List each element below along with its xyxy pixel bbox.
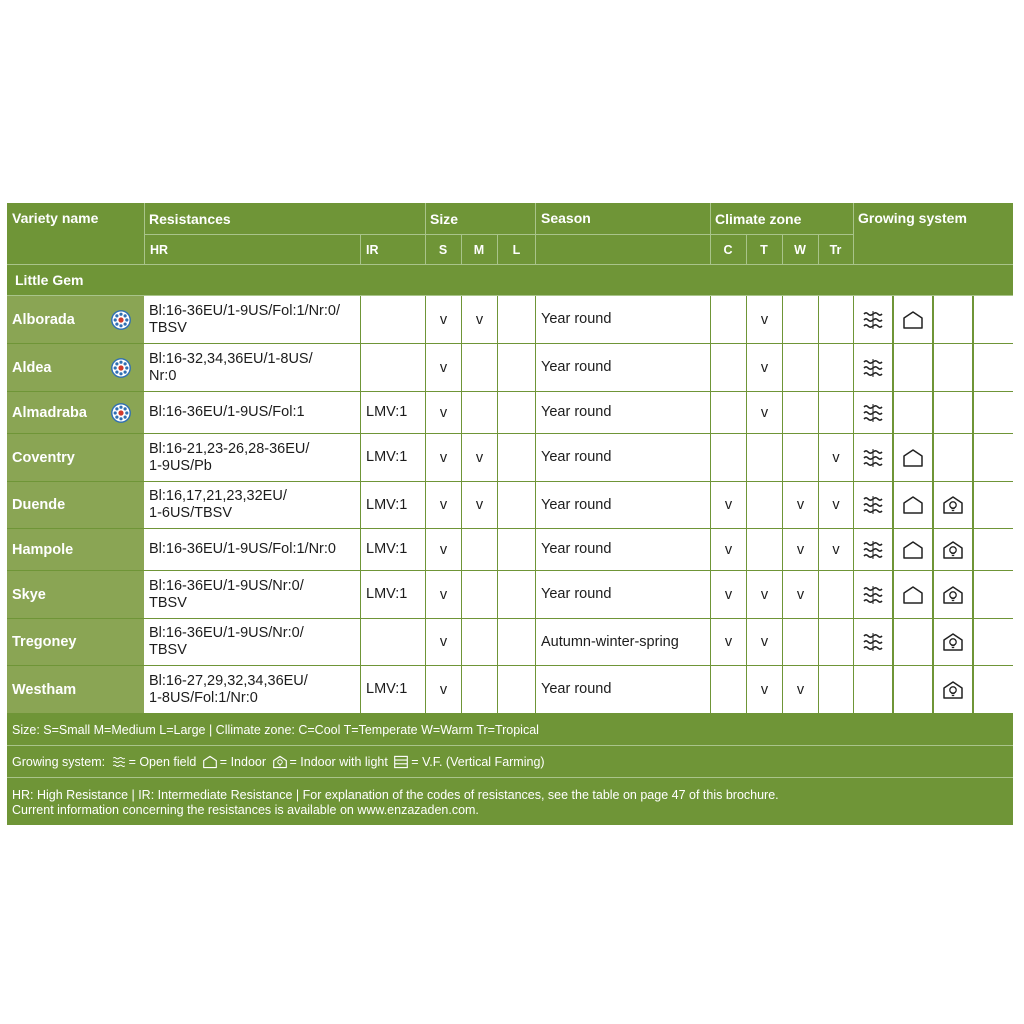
climate-tr-cell bbox=[819, 296, 853, 343]
hr-cell: Bl:16,17,21,23,32EU/ 1-6US/TBSV bbox=[144, 482, 360, 528]
open-field-icon bbox=[862, 539, 884, 561]
size-l-cell bbox=[498, 344, 535, 391]
indoor-light-icon bbox=[942, 680, 964, 700]
header-variety-name: Variety name bbox=[12, 210, 99, 226]
header-ir: IR bbox=[366, 243, 379, 257]
hr-cell: Bl:16-36EU/1-9US/Nr:0/ TBSV bbox=[144, 619, 360, 665]
size-m-cell bbox=[462, 571, 497, 618]
climate-w-cell bbox=[783, 434, 818, 481]
ir-cell: LMV:1 bbox=[361, 434, 425, 481]
climate-c-cell: v bbox=[711, 619, 746, 665]
season-cell: Year round bbox=[536, 392, 710, 433]
climate-t-cell: v bbox=[747, 344, 782, 391]
season-cell: Year round bbox=[536, 482, 710, 528]
size-s-cell: v bbox=[426, 344, 461, 391]
growing-system-cell bbox=[854, 666, 892, 713]
variety-badge-icon bbox=[111, 358, 131, 378]
growing-system-cell bbox=[974, 666, 1013, 713]
ir-cell bbox=[361, 344, 425, 391]
size-s-cell: v bbox=[426, 392, 461, 433]
climate-tr-cell bbox=[819, 619, 853, 665]
growing-system-cell bbox=[854, 529, 892, 570]
variety-name: Aldea bbox=[7, 344, 144, 391]
indoor-icon bbox=[902, 585, 924, 605]
size-m-cell: v bbox=[462, 296, 497, 343]
hr-cell: Bl:16-36EU/1-9US/Nr:0/ TBSV bbox=[144, 571, 360, 618]
size-l-cell bbox=[498, 392, 535, 433]
ir-cell: LMV:1 bbox=[361, 392, 425, 433]
ir-cell bbox=[361, 296, 425, 343]
variety-name: Skye bbox=[7, 571, 144, 618]
growing-system-cell bbox=[854, 619, 892, 665]
growing-system-cell bbox=[894, 434, 932, 481]
growing-system-cell bbox=[854, 482, 892, 528]
indoor-label: = Indoor bbox=[219, 755, 270, 769]
size-l-cell bbox=[498, 529, 535, 570]
growing-system-cell bbox=[894, 344, 932, 391]
indoor-icon bbox=[902, 495, 924, 515]
ir-cell: LMV:1 bbox=[361, 529, 425, 570]
growing-system-cell bbox=[934, 344, 972, 391]
variety-name: Westham bbox=[7, 666, 144, 713]
ir-cell: LMV:1 bbox=[361, 666, 425, 713]
climate-c-cell: v bbox=[711, 571, 746, 618]
growing-system-cell bbox=[894, 392, 932, 433]
growing-system-cell bbox=[974, 619, 1013, 665]
footer-size-legend: Size: S=Small M=Medium L=Large | Cllimate zone: C=Cool T=Temperate W=Warm Tr=Tropical bbox=[12, 723, 539, 737]
variety-badge-icon bbox=[111, 310, 131, 330]
growing-system-cell bbox=[894, 482, 932, 528]
vertical-farming-label: = V.F. (Vertical Farming) bbox=[411, 755, 545, 769]
climate-c-cell bbox=[711, 666, 746, 713]
header-hr: HR bbox=[150, 243, 169, 257]
variety-name: Almadraba bbox=[7, 392, 144, 433]
ir-cell: LMV:1 bbox=[361, 482, 425, 528]
vertical-farming-icon bbox=[393, 755, 409, 769]
season-cell: Autumn-winter-spring bbox=[536, 619, 710, 665]
footer-growing-legend bbox=[7, 746, 1013, 778]
climate-tr-cell: v bbox=[819, 529, 853, 570]
size-s-cell: v bbox=[426, 666, 461, 713]
season-cell: Year round bbox=[536, 434, 710, 481]
size-m-cell bbox=[462, 529, 497, 570]
header-climate-t: T bbox=[760, 243, 768, 257]
open-field-icon bbox=[862, 357, 884, 379]
climate-c-cell bbox=[711, 392, 746, 433]
size-s-cell: v bbox=[426, 529, 461, 570]
climate-c-cell bbox=[711, 434, 746, 481]
growing-system-cell bbox=[934, 392, 972, 433]
variety-name: Duende bbox=[7, 482, 144, 528]
size-m-cell: v bbox=[462, 434, 497, 481]
header-size: Size bbox=[430, 210, 459, 227]
season-cell: Year round bbox=[536, 344, 710, 391]
climate-c-cell: v bbox=[711, 529, 746, 570]
hr-cell: Bl:16-27,29,32,34,36EU/ 1-8US/Fol:1/Nr:0 bbox=[144, 666, 360, 713]
climate-w-cell: v bbox=[783, 666, 818, 713]
growing-legend-prefix: Growing system: bbox=[12, 755, 109, 769]
season-cell: Year round bbox=[536, 666, 710, 713]
open-field-icon bbox=[111, 755, 127, 769]
growing-system-cell bbox=[854, 296, 892, 343]
ir-cell bbox=[361, 619, 425, 665]
climate-tr-cell: v bbox=[819, 482, 853, 528]
header-size-l: L bbox=[512, 243, 521, 257]
growing-system-cell bbox=[934, 482, 972, 528]
growing-system-cell bbox=[934, 571, 972, 618]
climate-w-cell: v bbox=[783, 482, 818, 528]
size-l-cell bbox=[498, 482, 535, 528]
growing-system-cell bbox=[894, 571, 932, 618]
size-m-cell bbox=[462, 344, 497, 391]
open-field-label: = Open field bbox=[128, 755, 200, 769]
open-field-icon bbox=[862, 309, 884, 331]
indoor-light-icon bbox=[942, 585, 964, 605]
growing-system-cell bbox=[934, 619, 972, 665]
hr-cell: Bl:16-36EU/1-9US/Fol:1/Nr:0 bbox=[144, 529, 360, 570]
variety-name: Tregoney bbox=[7, 619, 144, 665]
growing-system-cell bbox=[974, 344, 1013, 391]
season-cell: Year round bbox=[536, 296, 710, 343]
season-cell: Year round bbox=[536, 529, 710, 570]
footer-note bbox=[7, 778, 1013, 825]
climate-w-cell: v bbox=[783, 529, 818, 570]
growing-system-cell bbox=[854, 392, 892, 433]
size-m-cell bbox=[462, 619, 497, 665]
climate-t-cell: v bbox=[747, 619, 782, 665]
climate-tr-cell bbox=[819, 571, 853, 618]
header-season: Season bbox=[541, 210, 591, 226]
header-climate-c: C bbox=[723, 243, 733, 257]
size-m-cell bbox=[462, 392, 497, 433]
growing-system-cell bbox=[894, 666, 932, 713]
indoor-light-icon bbox=[272, 755, 288, 769]
variety-name: Hampole bbox=[7, 529, 144, 570]
growing-system-cell bbox=[934, 434, 972, 481]
open-field-icon bbox=[862, 631, 884, 653]
growing-system-cell bbox=[854, 434, 892, 481]
open-field-icon bbox=[862, 494, 884, 516]
growing-system-cell bbox=[974, 434, 1013, 481]
growing-system-cell bbox=[934, 529, 972, 570]
growing-system-cell bbox=[854, 571, 892, 618]
footer-note-line2: Current information concerning the resistances is available on www.enzazaden.com. bbox=[12, 803, 479, 817]
climate-w-cell bbox=[783, 296, 818, 343]
group-title: Little Gem bbox=[15, 272, 84, 288]
climate-tr-cell: v bbox=[819, 434, 853, 481]
climate-c-cell: v bbox=[711, 482, 746, 528]
size-l-cell bbox=[498, 666, 535, 713]
climate-w-cell: v bbox=[783, 571, 818, 618]
variety-name: Alborada bbox=[7, 296, 144, 343]
size-s-cell: v bbox=[426, 571, 461, 618]
indoor-icon bbox=[202, 755, 218, 769]
variety-name: Coventry bbox=[7, 434, 144, 481]
header-climate-w: W bbox=[794, 243, 806, 257]
variety-table bbox=[7, 203, 1013, 825]
header-size-s: S bbox=[438, 243, 448, 257]
hr-cell: Bl:16-21,23-26,28-36EU/ 1-9US/Pb bbox=[144, 434, 360, 481]
size-m-cell bbox=[462, 666, 497, 713]
indoor-light-icon bbox=[942, 632, 964, 652]
growing-system-cell bbox=[894, 296, 932, 343]
indoor-icon bbox=[902, 310, 924, 330]
growing-system-cell bbox=[894, 619, 932, 665]
climate-tr-cell bbox=[819, 392, 853, 433]
indoor-light-label: = Indoor with light bbox=[289, 755, 392, 769]
size-l-cell bbox=[498, 296, 535, 343]
open-field-icon bbox=[862, 584, 884, 606]
size-s-cell: v bbox=[426, 619, 461, 665]
climate-t-cell: v bbox=[747, 666, 782, 713]
header-climate-tr: Tr bbox=[829, 243, 842, 257]
variety-badge-icon bbox=[111, 403, 131, 423]
header-growing-system: Growing system bbox=[858, 210, 967, 226]
climate-t-cell: v bbox=[747, 296, 782, 343]
hr-cell: Bl:16-32,34,36EU/1-8US/ Nr:0 bbox=[144, 344, 360, 391]
growing-system-cell bbox=[934, 296, 972, 343]
season-cell: Year round bbox=[536, 571, 710, 618]
climate-tr-cell bbox=[819, 344, 853, 391]
size-l-cell bbox=[498, 571, 535, 618]
hr-cell: Bl:16-36EU/1-9US/Fol:1 bbox=[144, 392, 360, 433]
size-s-cell: v bbox=[426, 434, 461, 481]
growing-system-cell bbox=[974, 571, 1013, 618]
climate-t-cell bbox=[747, 434, 782, 481]
climate-t-cell bbox=[747, 482, 782, 528]
growing-system-cell bbox=[974, 392, 1013, 433]
open-field-icon bbox=[862, 447, 884, 469]
climate-t-cell: v bbox=[747, 392, 782, 433]
size-s-cell: v bbox=[426, 296, 461, 343]
indoor-icon bbox=[902, 448, 924, 468]
size-s-cell: v bbox=[426, 482, 461, 528]
climate-c-cell bbox=[711, 344, 746, 391]
header-resistances: Resistances bbox=[149, 210, 231, 227]
climate-w-cell bbox=[783, 392, 818, 433]
open-field-icon bbox=[862, 402, 884, 424]
indoor-light-icon bbox=[942, 540, 964, 560]
climate-t-cell bbox=[747, 529, 782, 570]
hr-cell: Bl:16-36EU/1-9US/Fol:1/Nr:0/ TBSV bbox=[144, 296, 360, 343]
climate-c-cell bbox=[711, 296, 746, 343]
climate-w-cell bbox=[783, 344, 818, 391]
footer-note-line1: HR: High Resistance | IR: Intermediate Resistance | For explanation of the codes of resistances, see the table on page 47 of this brochure. bbox=[12, 788, 779, 802]
climate-tr-cell bbox=[819, 666, 853, 713]
header-climate-zone: Climate zone bbox=[715, 210, 802, 227]
growing-system-cell bbox=[934, 666, 972, 713]
growing-system-cell bbox=[974, 529, 1013, 570]
growing-system-cell bbox=[974, 296, 1013, 343]
indoor-icon bbox=[902, 540, 924, 560]
climate-t-cell: v bbox=[747, 571, 782, 618]
size-m-cell: v bbox=[462, 482, 497, 528]
size-l-cell bbox=[498, 434, 535, 481]
ir-cell: LMV:1 bbox=[361, 571, 425, 618]
header-size-m: M bbox=[473, 243, 485, 257]
indoor-light-icon bbox=[942, 495, 964, 515]
growing-system-cell bbox=[894, 529, 932, 570]
climate-w-cell bbox=[783, 619, 818, 665]
size-l-cell bbox=[498, 619, 535, 665]
growing-system-cell bbox=[974, 482, 1013, 528]
growing-system-cell bbox=[854, 344, 892, 391]
